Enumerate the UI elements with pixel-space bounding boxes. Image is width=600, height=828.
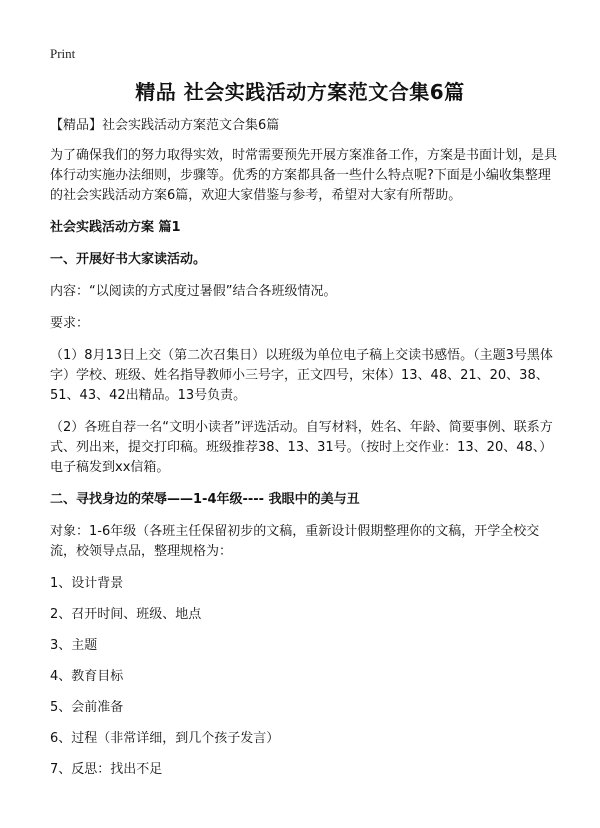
page-title: 精品 社会实践活动方案范文合集6篇	[135, 80, 465, 104]
list-item: 3、主题	[50, 638, 98, 653]
heading-1: 一、开展好书大家读活动。	[50, 252, 207, 267]
list-item: 1、设计背景	[50, 576, 124, 591]
list-item: 7、反思：找出不足	[50, 762, 163, 777]
requirements-label: 要求：	[50, 316, 90, 331]
document-body	[50, 116, 562, 791]
list-item: 5、会前准备	[50, 700, 124, 715]
list-item: 4、教育目标	[50, 669, 124, 684]
requirement-1: （1）8月13日上交（第二次召集日）以班级为单位电子稿上交读书感悟。（主题3号黑体字）学校、班级、姓名指导教师小三号字，正文四号，宋体）13、48、21、20、38、51、43、42出精品。13号负责。	[50, 348, 553, 403]
content-line: 内容：“以阅读的方式度过暑假”结合各班级情况。	[50, 284, 337, 299]
document-subtitle: 【精品】社会实践活动方案范文合集6篇	[50, 118, 280, 133]
heading-2: 二、寻找身边的荣辱——1-4年级---- 我眼中的美与丑	[50, 492, 360, 507]
intro-paragraph: 为了确保我们的努力取得实效，时常需要预先开展方案准备工作，方案是书面计划，是具体行动实施办法细则，步骤等。优秀的方案都具备一些什么特点呢?下面是小编收集整理的社会实践活动方案6篇，欢迎大家借鉴与参考，希望对大家有所帮助。	[50, 148, 558, 203]
section-title: 社会实践活动方案 篇1	[50, 220, 181, 235]
list-item: 2、召开时间、班级、地点	[50, 607, 202, 622]
print-label: Print	[50, 46, 76, 61]
list-item: 6、过程（非常详细，到几个孩子发言）	[50, 731, 280, 746]
requirement-2: （2）各班自荐一名“文明小读者”评选活动。自写材料，姓名、年龄、简要事例、联系方式、列出来，提交打印稿。班级推荐38、13、31号。（按时上交作业：13、20、48、）电子稿发到xx信箱。	[50, 420, 553, 475]
target-paragraph: 对象：1-6年级（各班主任保留初步的文稿，重新设计假期整理你的文稿，开学全校交流，校领导点品，整理规格为：	[50, 524, 540, 559]
